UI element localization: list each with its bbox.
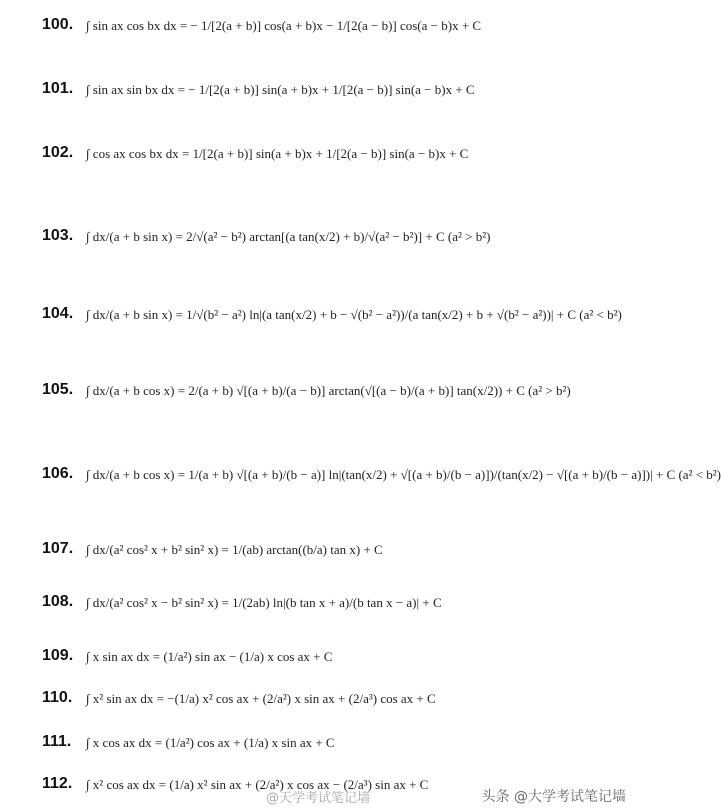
formula-expression: ∫ sin ax sin bx dx = − 1/[2(a + b)] sin(a + b)x + 1/[2(a − b)] sin(a − b)x + C — [86, 82, 475, 97]
formula-expression: ∫ x² sin ax dx = −(1/a) x² cos ax + (2/a²) x sin ax + (2/a³) cos ax + C — [86, 691, 436, 706]
formula-number: 110. — [42, 689, 73, 706]
watermark-left: @天学考试笔记墙 — [266, 791, 371, 806]
formula-expression: ∫ dx/(a + b cos x) = 1/(a + b) √[(a + b)/(b − a)] ln|(tan(x/2) + √[(a + b)/(b − a)])/(tan(x/2) − √[(a + b)/(b − a)])| + C (a² < b²) — [86, 467, 721, 482]
formula-number: 103. — [42, 227, 74, 244]
formula-expression: ∫ dx/(a + b sin x) = 2/√(a² − b²) arctan[(a tan(x/2) + b)/√(a² − b²)] + C (a² > b²) — [86, 229, 491, 244]
watermark-right: 头条 @大学考试笔记墙 — [480, 786, 628, 806]
formula-number: 109. — [42, 647, 74, 664]
formula-expression: ∫ sin ax cos bx dx = − 1/[2(a + b)] cos(a + b)x − 1/[2(a − b)] cos(a − b)x + C — [86, 18, 482, 33]
formula-number: 101. — [42, 80, 74, 97]
formula-number: 107. — [42, 540, 74, 557]
formula-expression: ∫ dx/(a + b cos x) = 2/(a + b) √[(a + b)/(a − b)] arctan(√[(a − b)/(a + b)] tan(x/2)) + C (a² > b²) — [86, 383, 571, 398]
formula-number: 112. — [42, 775, 73, 792]
watermark-footer — [0, 780, 640, 810]
formula-number: 111. — [42, 733, 72, 750]
formula-expression: ∫ x sin ax dx = (1/a²) sin ax − (1/a) x cos ax + C — [86, 649, 333, 664]
formula-expression: ∫ cos ax cos bx dx = 1/[2(a + b)] sin(a + b)x + 1/[2(a − b)] sin(a − b)x + C — [86, 146, 469, 161]
formula-number: 102. — [42, 144, 74, 161]
formula-expression: ∫ dx/(a + b sin x) = 1/√(b² − a²) ln|(a tan(x/2) + b − √(b² − a²))/(a tan(x/2) + b + √(b² − a²))| + C (a² < b²) — [86, 307, 622, 322]
formula-number: 104. — [42, 305, 74, 322]
formula-number: 106. — [42, 465, 74, 482]
formula-number: 105. — [42, 381, 74, 398]
formula-expression: ∫ dx/(a² cos² x + b² sin² x) = 1/(ab) arctan((b/a) tan x) + C — [86, 542, 383, 557]
formula-number: 108. — [42, 593, 74, 610]
formula-number: 100. — [42, 16, 74, 33]
formula-expression: ∫ dx/(a² cos² x − b² sin² x) = 1/(2ab) ln|(b tan x + a)/(b tan x − a)| + C — [86, 595, 442, 610]
formula-expression: ∫ x² cos ax dx = (1/a) x² sin ax + (2/a²) x cos ax − (2/a³) sin ax + C — [86, 777, 429, 792]
formula-expression: ∫ x cos ax dx = (1/a²) cos ax + (1/a) x sin ax + C — [86, 735, 335, 750]
